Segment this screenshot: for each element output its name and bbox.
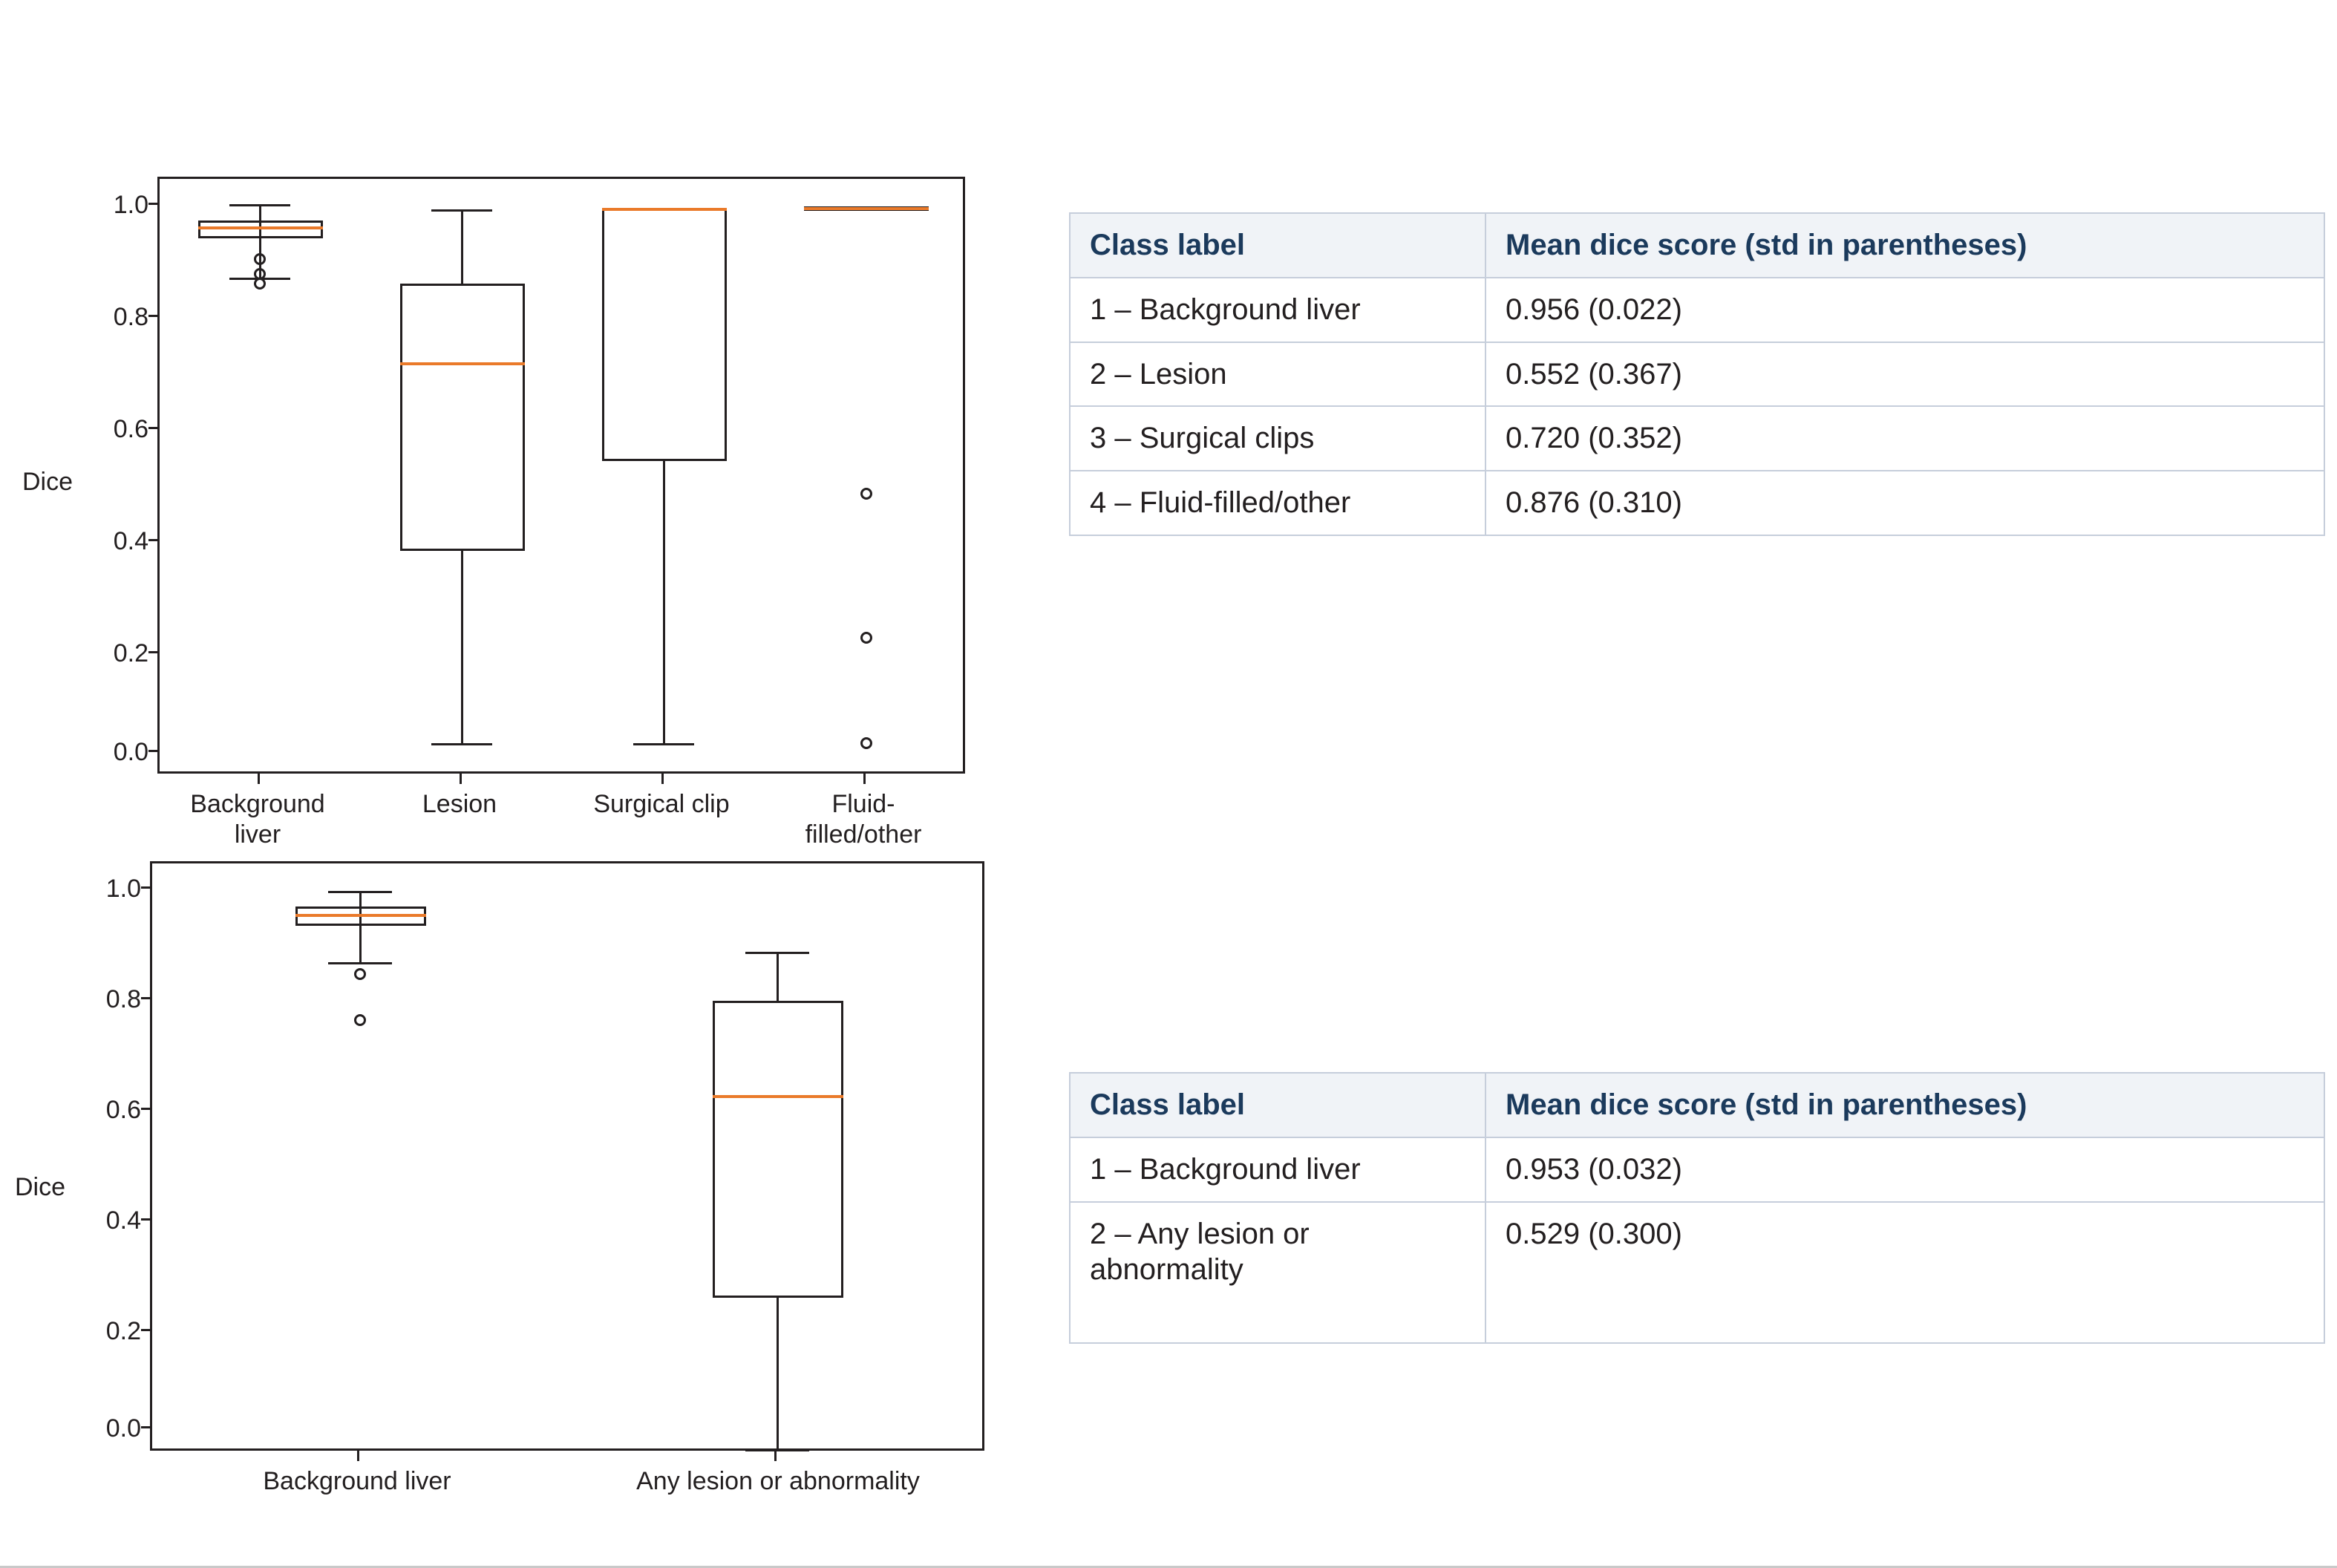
x-tick-label-surgical-clip: Surgical clip [593,790,730,818]
y-tick-label: 0.4 [113,527,148,555]
table-cell-class-label: 4 – Fluid-filled/other [1070,471,1485,535]
table-header-mean-dice: Mean dice score (std in parentheses) [1485,213,2324,278]
whisker-cap [229,204,290,206]
table-cell-class-label: 1 – Background liver [1070,278,1485,342]
y-tick-label: 0.6 [113,415,148,443]
table-cell-dice-score: 0.956 (0.022) [1485,278,2324,342]
table-header-class-label: Class label [1070,213,1485,278]
median-line [198,226,323,229]
x-tick-label-any-lesion: Any lesion or abnormality [636,1467,920,1495]
x-tick-label-background-liver: Background liver [263,1467,451,1495]
x-tick-label-line: Background [190,790,325,818]
dice-score-table-top [1069,212,2325,536]
y-tick-label: 0.6 [105,1096,141,1124]
outlier-point [860,488,872,500]
whisker-cap [431,743,492,745]
x-tick-mark [357,1451,359,1461]
table-row [1070,1137,2324,1202]
outlier-point [860,632,872,644]
y-tick-label: 0.8 [105,985,141,1013]
plot-area-top [157,177,965,774]
table-row [1070,1202,2324,1343]
whisker-cap [328,962,392,964]
table-cell-class-label: 1 – Background liver [1070,1137,1485,1202]
whisker-cap [745,1449,809,1451]
median-line [295,914,426,917]
x-tick-mark [258,774,260,784]
y-tick-label: 0.2 [113,639,148,667]
table-cell-class-label: 3 – Surgical clips [1070,406,1485,471]
table-cell-class-label: 2 – Lesion [1070,342,1485,407]
median-line [713,1095,843,1098]
y-tick-label: 0.2 [105,1317,141,1345]
x-tick-label-line: Fluid- [831,790,895,818]
x-tick-label-line: liver [234,820,281,849]
table-cell-dice-score: 0.552 (0.367) [1485,342,2324,407]
table-cell-dice-score: 0.953 (0.032) [1485,1137,2324,1202]
y-tick-label: 0.0 [113,738,148,766]
median-line [400,362,525,365]
outlier-point [254,253,266,265]
box-any-lesion-or-abnormality [713,1001,843,1298]
outlier-point [354,968,366,980]
median-line [602,208,727,211]
y-tick-label: 0.8 [113,303,148,331]
whisker-line [461,210,463,284]
whisker-line [777,1298,779,1451]
whisker-cap [745,952,809,954]
outlier-point [254,278,266,290]
y-axis-label-bottom: Dice [15,1173,66,1201]
outlier-point [354,1014,366,1026]
table-cell-dice-score: 0.529 (0.300) [1485,1202,2324,1343]
x-tick-mark [460,774,462,784]
x-tick-label-lesion: Lesion [422,790,497,818]
whisker-line [663,461,665,745]
whisker-line [777,953,779,1001]
y-tick-label: 1.0 [113,191,148,219]
whisker-cap [431,209,492,212]
table-cell-dice-score: 0.720 (0.352) [1485,406,2324,471]
table-row [1070,471,2324,535]
table-row [1070,406,2324,471]
x-tick-label-line: filled/other [805,820,922,849]
table-header-row [1070,1073,2324,1137]
boxplot-chart-bottom [0,839,1039,1552]
plot-area-bottom [150,861,984,1451]
whisker-line [461,550,463,745]
table-row [1070,278,2324,342]
table-header-row [1070,213,2324,278]
table-row [1070,342,2324,407]
y-tick-label: 0.4 [105,1206,141,1235]
y-axis-label-top: Dice [22,468,73,496]
y-tick-label: 0.0 [105,1414,141,1443]
whisker-cap [328,891,392,893]
box-surgical-clip [602,209,727,461]
box-background-liver [198,220,323,238]
whisker-cap [633,743,694,745]
x-tick-mark [661,774,664,784]
dice-score-table-bottom [1069,1072,2325,1344]
median-line [804,207,929,210]
boxplot-chart-top [0,74,1039,849]
table-cell-dice-score: 0.876 (0.310) [1485,471,2324,535]
table-header-mean-dice: Mean dice score (std in parentheses) [1485,1073,2324,1137]
box-lesion [400,284,525,551]
outlier-point [860,737,872,749]
whisker-line [359,892,362,964]
x-tick-mark [774,1451,777,1461]
y-tick-label: 1.0 [105,875,141,903]
table-cell-class-label: 2 – Any lesion or abnormality [1070,1202,1485,1343]
table-header-class-label: Class label [1070,1073,1485,1137]
x-tick-mark [863,774,866,784]
